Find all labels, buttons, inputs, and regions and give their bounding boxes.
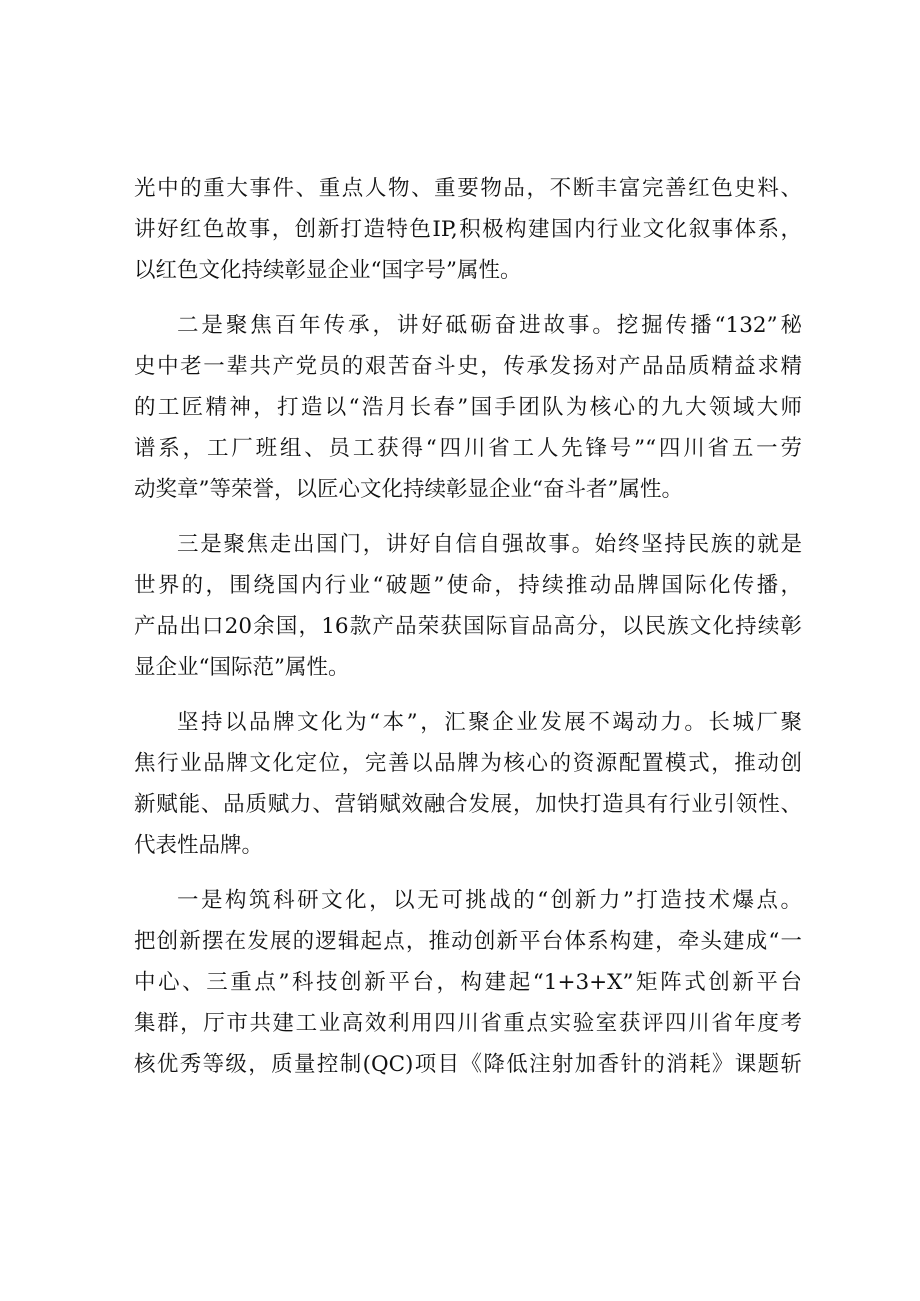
paragraph-5 bbox=[134, 880, 802, 1085]
text-line: 二是聚焦百年传承，讲好砥砺奋进故事。挖掘传播“132”秘 bbox=[177, 313, 802, 338]
paragraph-2 bbox=[134, 305, 802, 510]
text-line: 世界的，围绕国内行业“破题”使命，持续推动品牌国际化传播， bbox=[134, 573, 802, 598]
text-line: 中心、三重点”科技创新平台，构建起“1+3+X”矩阵式创新平台 bbox=[134, 970, 802, 995]
text-line: 光中的重大事件、重点人物、重要物品，不断丰富完善红色史料、 bbox=[134, 176, 802, 201]
text-line: 以红色文化持续彰显企业“国字号”属性。 bbox=[134, 258, 522, 283]
text-line: 的工匠精神，打造以“浩月长春”国手团队为核心的九大领域大师 bbox=[134, 395, 802, 420]
text-line: 讲好红色故事，创新打造特色IP,积极构建国内行业文化叙事体系， bbox=[134, 217, 802, 242]
text-line: 史中老一辈共产党员的艰苦奋斗史，传承发扬对产品品质精益求精 bbox=[134, 354, 802, 379]
text-line: 集群，厅市共建工业高效利用四川省重点实验室获评四川省年度考 bbox=[134, 1011, 802, 1036]
text-line: 坚持以品牌文化为“本”，汇聚企业发展不竭动力。长城厂聚 bbox=[177, 710, 802, 735]
text-line: 谱系，工厂班组、员工获得“四川省工人先锋号”“四川省五一劳 bbox=[134, 436, 802, 461]
document-body bbox=[134, 168, 802, 1099]
text-line: 把创新摆在发展的逻辑起点，推动创新平台体系构建，牵头建成“一 bbox=[134, 929, 802, 954]
text-line: 显企业“国际范”属性。 bbox=[134, 655, 350, 680]
text-line: 代表性品牌。 bbox=[134, 833, 264, 858]
paragraph-1 bbox=[134, 168, 802, 291]
text-line: 核优秀等级，质量控制(QC)项目《降低注射加香针的消耗》课题斩 bbox=[134, 1052, 802, 1077]
text-line: 一是构筑科研文化，以无可挑战的“创新力”打造技术爆点。 bbox=[177, 888, 802, 913]
text-line: 焦行业品牌文化定位，完善以品牌为核心的资源配置模式，推动创 bbox=[134, 751, 802, 776]
paragraph-3 bbox=[134, 524, 802, 688]
text-line: 产品出口20余国，16款产品荣获国际盲品高分，以民族文化持续彰 bbox=[134, 614, 802, 639]
paragraph-4 bbox=[134, 702, 802, 866]
text-line: 动奖章”等荣誉，以匠心文化持续彰显企业“奋斗者”属性。 bbox=[134, 477, 683, 502]
text-line: 三是聚焦走出国门，讲好自信自强故事。始终坚持民族的就是 bbox=[177, 532, 802, 557]
text-line: 新赋能、品质赋力、营销赋效融合发展，加快打造具有行业引领性、 bbox=[134, 792, 802, 817]
